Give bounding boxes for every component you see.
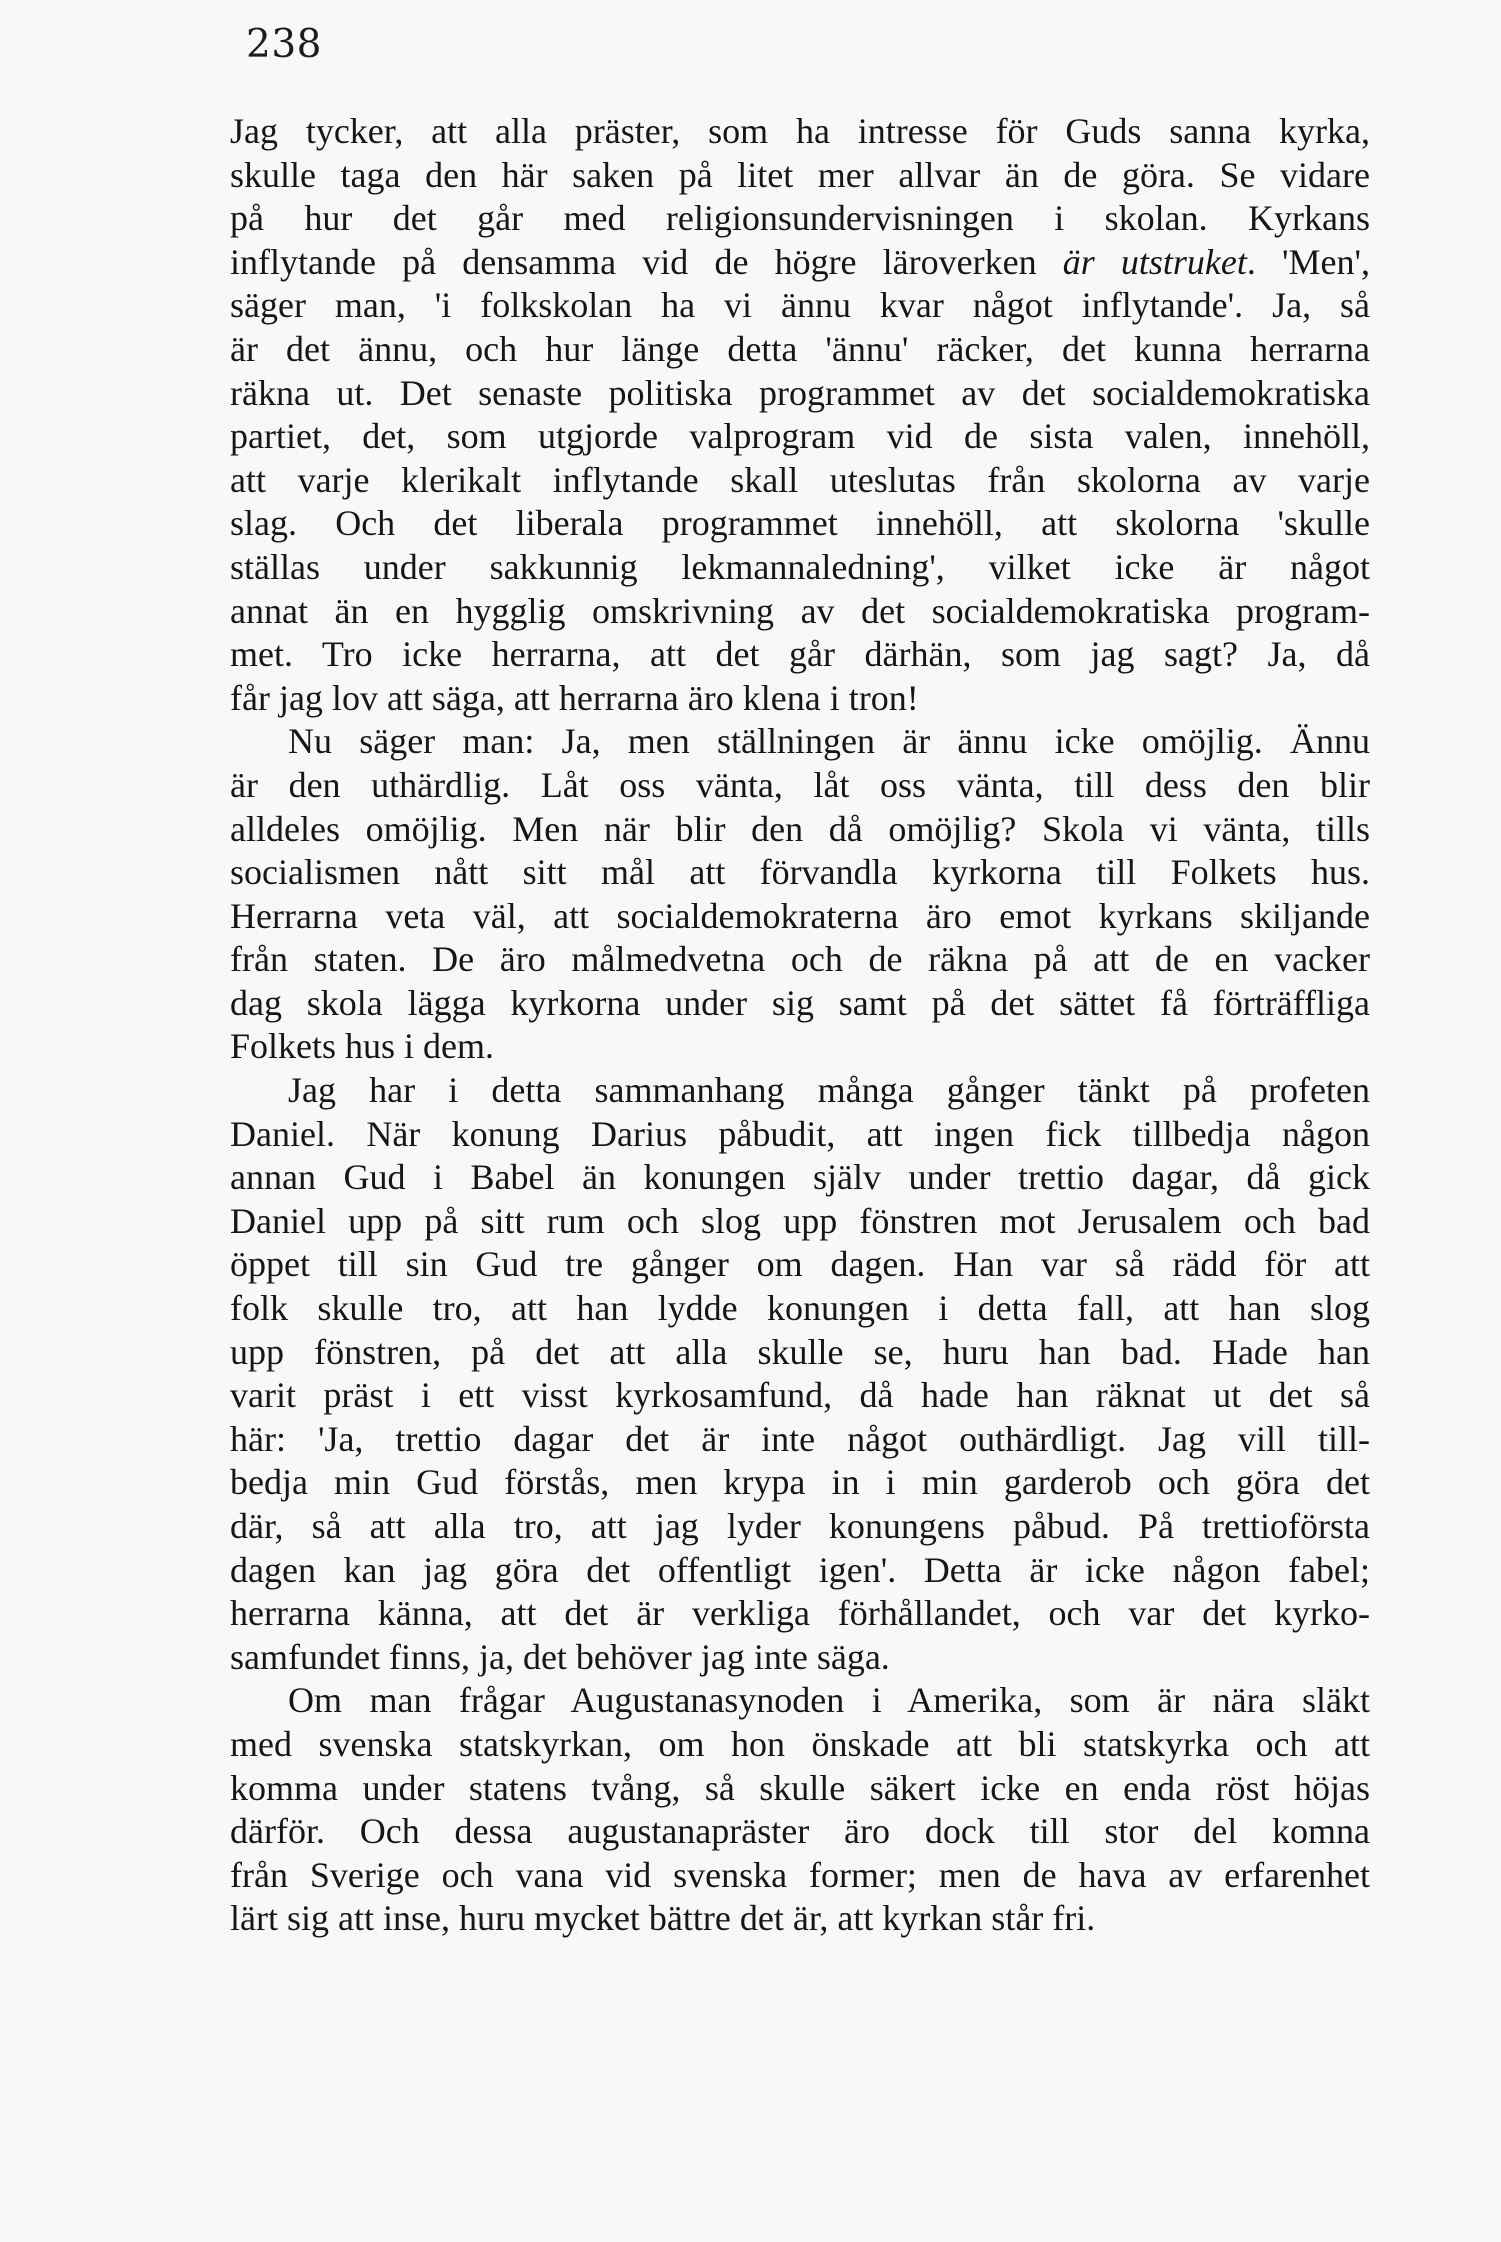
text-line: här: 'Ja, trettio dagar det är inte något outhärdligt. Jag vill till-	[230, 1418, 1370, 1459]
text-line: annat än en hygglig omskrivning av det socialdemokratiska program-	[230, 590, 1370, 631]
text-line: annan Gud i Babel än konungen själv under trettio dagar, då gick	[230, 1157, 1370, 1198]
text-line: varit präst i ett visst kyrkosamfund, då hade han räknat ut det så	[230, 1375, 1370, 1416]
text-line: inflytande på densamma vid de högre läroverken är utstruket. 'Men',	[230, 241, 1370, 282]
text-line: Daniel. När konung Darius påbudit, att ingen fick tillbedja någon	[230, 1113, 1370, 1154]
text-line: öppet till sin Gud tre gånger om dagen. Han var så rädd för att	[230, 1244, 1370, 1285]
paragraph	[230, 110, 1370, 720]
text-line: Daniel upp på sitt rum och slog upp fönstren mot Jerusalem och bad	[230, 1200, 1370, 1241]
text-line: att varje klerikalt inflytande skall uteslutas från skolorna av varje	[230, 459, 1370, 500]
text-line: på hur det går med religionsundervisningen i skolan. Kyrkans	[230, 198, 1370, 239]
text-line: herrarna känna, att det är verkliga förhållandet, och var det kyrko-	[230, 1593, 1370, 1634]
text-line: Nu säger man: Ja, men ställningen är ännu icke omöjlig. Ännu	[288, 721, 1370, 762]
page-number: 238	[246, 22, 322, 67]
text-line: upp fönstren, på det att alla skulle se, huru han bad. Hade han	[230, 1331, 1370, 1372]
text-line: från Sverige och vana vid svenska former; men de hava av erfarenhet	[230, 1854, 1370, 1895]
text-line: dagen kan jag göra det offentligt igen'. Detta är icke någon fabel;	[230, 1549, 1370, 1590]
paragraph	[230, 1069, 1370, 1679]
text-line: Folkets hus i dem.	[230, 1026, 495, 1067]
text-line: med svenska statskyrkan, om hon önskade att bli statskyrka och att	[230, 1723, 1370, 1764]
text-line: skulle taga den här saken på litet mer allvar än de göra. Se vidare	[230, 154, 1370, 195]
text-line: komma under statens tvång, så skulle säkert icke en enda röst höjas	[230, 1767, 1370, 1808]
text-line: bedja min Gud förstås, men krypa in i min garderob och göra det	[230, 1462, 1370, 1503]
text-line: Jag har i detta sammanhang många gånger tänkt på profeten	[288, 1070, 1370, 1111]
text-line: räkna ut. Det senaste politiska programmet av det socialdemokratiska	[230, 372, 1370, 413]
paragraph	[230, 720, 1370, 1069]
text-line: partiet, det, som utgjorde valprogram vid de sista valen, innehöll,	[230, 416, 1370, 457]
text-line: dag skola lägga kyrkorna under sig samt på det sättet få förträffliga	[230, 982, 1370, 1023]
text-line: där, så att alla tro, att jag lyder konungens påbud. På trettioförsta	[230, 1506, 1370, 1546]
text-line: socialismen nått sitt mål att förvandla kyrkorna till Folkets hus.	[230, 852, 1370, 893]
text-line: från staten. De äro målmedvetna och de räkna på att de en vacker	[230, 939, 1370, 980]
text-line: alldeles omöjlig. Men när blir den då omöjlig? Skola vi vänta, tills	[230, 808, 1370, 849]
text-line: säger man, 'i folkskolan ha vi ännu kvar något inflytande'. Ja, så	[230, 285, 1370, 326]
text-line: ställas under sakkunnig lekmannaledning', vilket icke är något	[230, 546, 1370, 587]
text-line: lärt sig att inse, huru mycket bättre det är, att kyrkan står fri.	[230, 1898, 1096, 1939]
text-line: Herrarna veta väl, att socialdemokraterna äro emot kyrkans skiljande	[230, 895, 1370, 936]
text-line: Jag tycker, att alla präster, som ha intresse för Guds sanna kyrka,	[230, 111, 1370, 151]
text-line: Om man frågar Augustanasynoden i Amerika, som är nära släkt	[288, 1680, 1370, 1721]
text-line: är det ännu, och hur länge detta 'ännu' räcker, det kunna herrarna	[230, 328, 1370, 369]
text-line: met. Tro icke herrarna, att det går därhän, som jag sagt? Ja, då	[230, 634, 1370, 675]
body-text	[230, 110, 1370, 1941]
text-line: folk skulle tro, att han lydde konungen i detta fall, att han slog	[230, 1288, 1370, 1329]
text-line: är den uthärdlig. Låt oss vänta, låt oss vänta, till dess den blir	[230, 764, 1370, 805]
paragraph	[230, 1679, 1370, 1941]
text-line: därför. Och dessa augustanapräster äro dock till stor del komna	[230, 1811, 1370, 1852]
text-line: slag. Och det liberala programmet innehöll, att skolorna 'skulle	[230, 503, 1370, 544]
text-line: samfundet finns, ja, det behöver jag inte säga.	[230, 1636, 890, 1677]
text-line: får jag lov att säga, att herrarna äro klena i tron!	[230, 677, 919, 718]
